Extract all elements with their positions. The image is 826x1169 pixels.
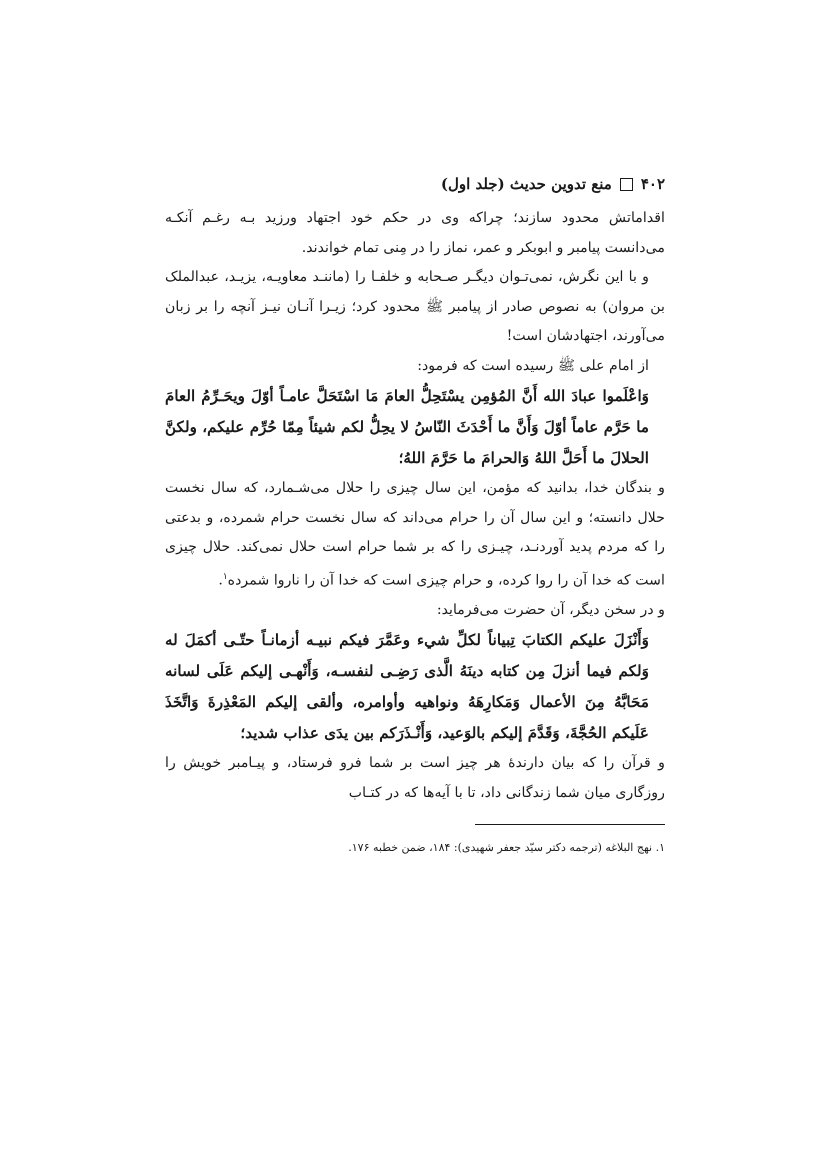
paragraph: و قرآن را که بیان دارندۀ هر چیز است بر شما فرو فرستاد، و پیـامبر خویش را روزگاری میان شما زندگانی داد، تا با آیه‌ها که در کتـاب: [165, 755, 665, 801]
body-text: [165, 204, 665, 808]
paragraph: از امام علی ﷺ رسیده است که فرمود:: [417, 357, 649, 374]
arabic-quote: وَاعْلَموا عبادَ الله أَنَّ المُؤمِن يسْتَحِلُّ العامَ مَا اسْتَحَلَّ عامـاً أوّلَ ويحَـرِّمُ العامَ ما حَرَّم عاماً أوّلَ وَأَنَّ ما أَحْدَثَ النّاسُ لا يحِلُّ لكم شيئاً مِمّا حُرِّم عليكم، ولكنَّ الحلالَ ما أَحَلَّ اللهُ وَالحرامَ ما حَرَّمَ اللهُ؛: [165, 387, 649, 467]
translation-text: و بندگان خدا، بدانید که مؤمن، این سال چیزی را حلال می‌شـمارد، که سال نخست حلال دانسته؛ و این سال آن را حرام می‌داند که سال نخست حرام شمرده، و بدعتی را که مردم پدید آوردنـد، چیـزی را که بر شما حرام است حلال نمی‌کند. حلال چیزی است که خدا آن را روا کرده، و حرام چیزی است که خدا آن را ناروا شمرده: [165, 480, 665, 589]
footnote-divider: [475, 824, 665, 825]
page-number: ۴۰۲: [640, 175, 665, 193]
footnote-ref: ۱: [222, 571, 228, 582]
paragraph: و در سخن دیگر، آن حضرت می‌فرماید:: [436, 601, 665, 618]
footnote: ۱. نهج البلاغه (ترجمه دکتر سیّد جعفر شهیدی): ۱۸۴، ضمن خطبه ۱۷۶.: [348, 841, 665, 855]
document-page: [165, 170, 665, 857]
arabic-quote: وَأَنْزَلَ عليكم الكتابَ تِبياناً لكلِّ شيء وعَمَّرَ فيكم نبيـه أزمانـاً حتّـى أكمَلَ له وَلكم فيما أنزلَ مِن كتابه دينَهُ الَّذى رَضِـى لنفسـه، وَأَنْهـى إليكم عَلَى لسانه مَحَابَّهُ مِنَ الأعمال وَمَكارِهَهُ ونواهيه وأوامره، وألقى إليكم المَعْذِرةَ وَاتَّخَذَ عَلَيكم الحُجَّةَ، وَقَدَّمَ إليكم بالوَعيد، وَأَنْـذَرَكم بين يدَى عذاب شديد؛: [165, 631, 649, 743]
paragraph: اقداماتش محدود سازند؛ چراکه وی در حکم خود اجتهاد ورزید بـه رغـم آنکـه می‌دانست پیامبر و ابوبکر و عمر، نماز را در مِنی تمام خواندند.: [165, 210, 665, 256]
paragraph: و بندگان خدا، بدانید که مؤمن، این سال چیزی را حلال می‌شـمارد، که سال نخست حلال دانسته؛ و این سال آن را حرام می‌داند که سال نخست حرام شمرده، و بدعتی را که مردم پدید آوردنـد، چیـزی را که بر شما حرام است حلال نمی‌کند. حلال چیزی است که خدا آن را روا کرده، و حرام چیزی است که خدا آن را ناروا شمرده$^۱$.: [165, 480, 665, 589]
book-title: منع تدوین حدیث (جلد اول): [440, 175, 612, 193]
running-header: [165, 170, 665, 198]
paragraph: و با این نگرش، نمی‌تـوان دیگـر صـحابه و خلفـا را (ماننـد معاویـه، یزیـد، عبدالملک بن مروان) به نصوص صادر از پیامبر ﷺ محدود کرد؛ زیـرا آنـان نیـز آنچه را بر زبان می‌آورند، اجتهادشان است!: [165, 269, 665, 344]
square-box-icon: [620, 178, 633, 191]
